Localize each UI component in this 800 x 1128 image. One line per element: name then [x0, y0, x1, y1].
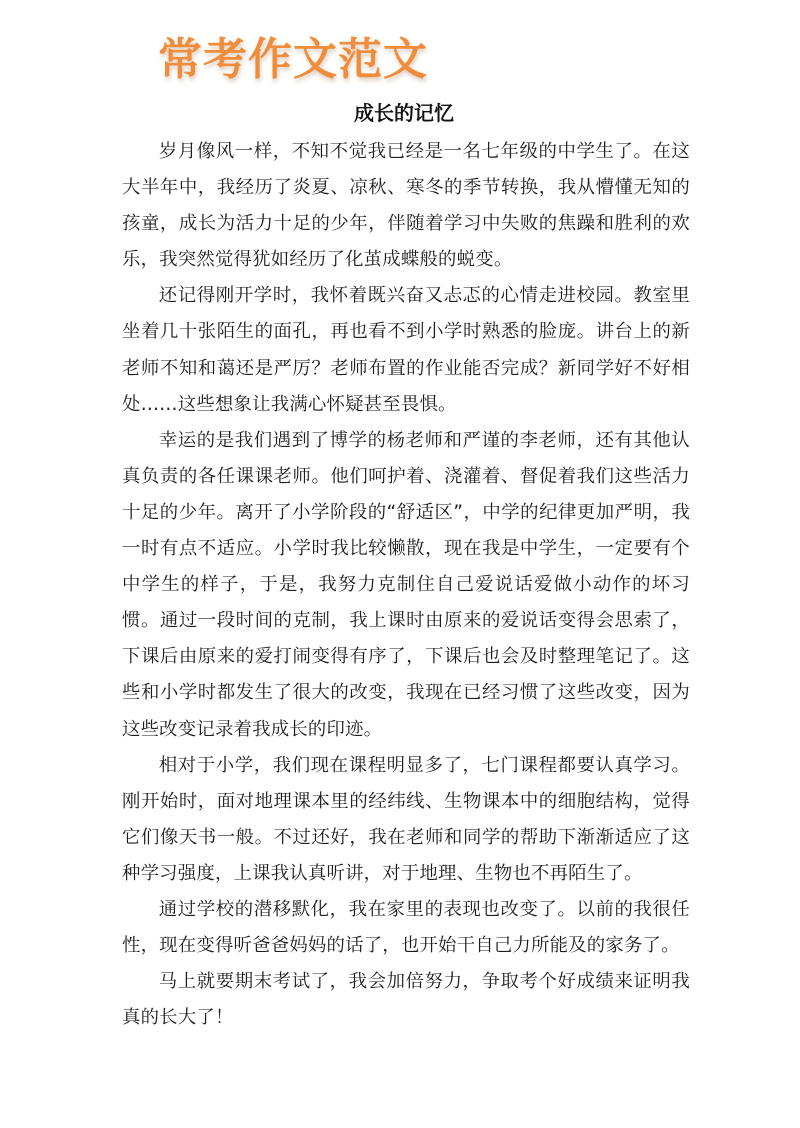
paragraph-1: 岁月像风一样，不知不觉我已经是一名七年级的中学生了。在这大半年中，我经历了炎夏、凉秋、寒冬的季节转换，我从懵懂无知的孩童，成长为活力十足的少年，伴随着学习中失败的焦躁和胜利的欢乐，我突然觉得犹如经历了化茧成蝶般的蜕变。: [122, 141, 690, 271]
paragraph-5: 通过学校的潜移默化，我在家里的表现也改变了。以前的我很任性，现在变得听爸爸妈妈的话了，也开始干自己力所能及的家务了。: [122, 898, 690, 957]
brand-header: 常考作文范文: [158, 34, 428, 85]
essay-body: [122, 134, 690, 1036]
paragraph-4: 相对于小学，我们现在课程明显多了，七门课程都要认真学习。刚开始时，面对地理课本里的经纬线、生物课本中的细胞结构，觉得它们像天书一般。不过还好，我在老师和同学的帮助下渐渐适应了这种学习强度，上课我认真听讲，对于地理、生物也不再陌生了。: [122, 754, 690, 884]
paragraph-6: 马上就要期末考试了，我会加倍努力，争取考个好成绩来证明我真的长大了！: [122, 971, 690, 1029]
paragraph-3: 幸运的是我们遇到了博学的杨老师和严谨的李老师，还有其他认真负责的各任课课老师。他们呵护着、浇灌着、督促着我们这些活力十足的少年。离开了小学阶段的“舒适区”，中学的纪律更加严明，我一时有点不适应。小学时我比较懒散，现在我是中学生，一定要有个中学生的样子，于是，我努力克制住自己爱说话爱做小动作的坏习惯。通过一段时间的克制，我上课时由原来的爱说话变得会思索了，下课后由原来的爱打闹变得有序了，下课后也会及时整理笔记了。这些和小学时都发生了很大的改变，我现在已经习惯了这些改变，因为这些改变记录着我成长的印迹。: [122, 429, 690, 740]
paragraph-2: 还记得刚开学时，我怀着既兴奋又忐忑的心情走进校园。教室里坐着几十张陌生的面孔，再也看不到小学时熟悉的脸庞。讲台上的新老师不知和蔼还是严厉？老师布置的作业能否完成？新同学好不好相处……这些想象让我满心怀疑甚至畏惧。: [122, 285, 690, 415]
essay-title: 成长的记忆: [354, 101, 454, 125]
